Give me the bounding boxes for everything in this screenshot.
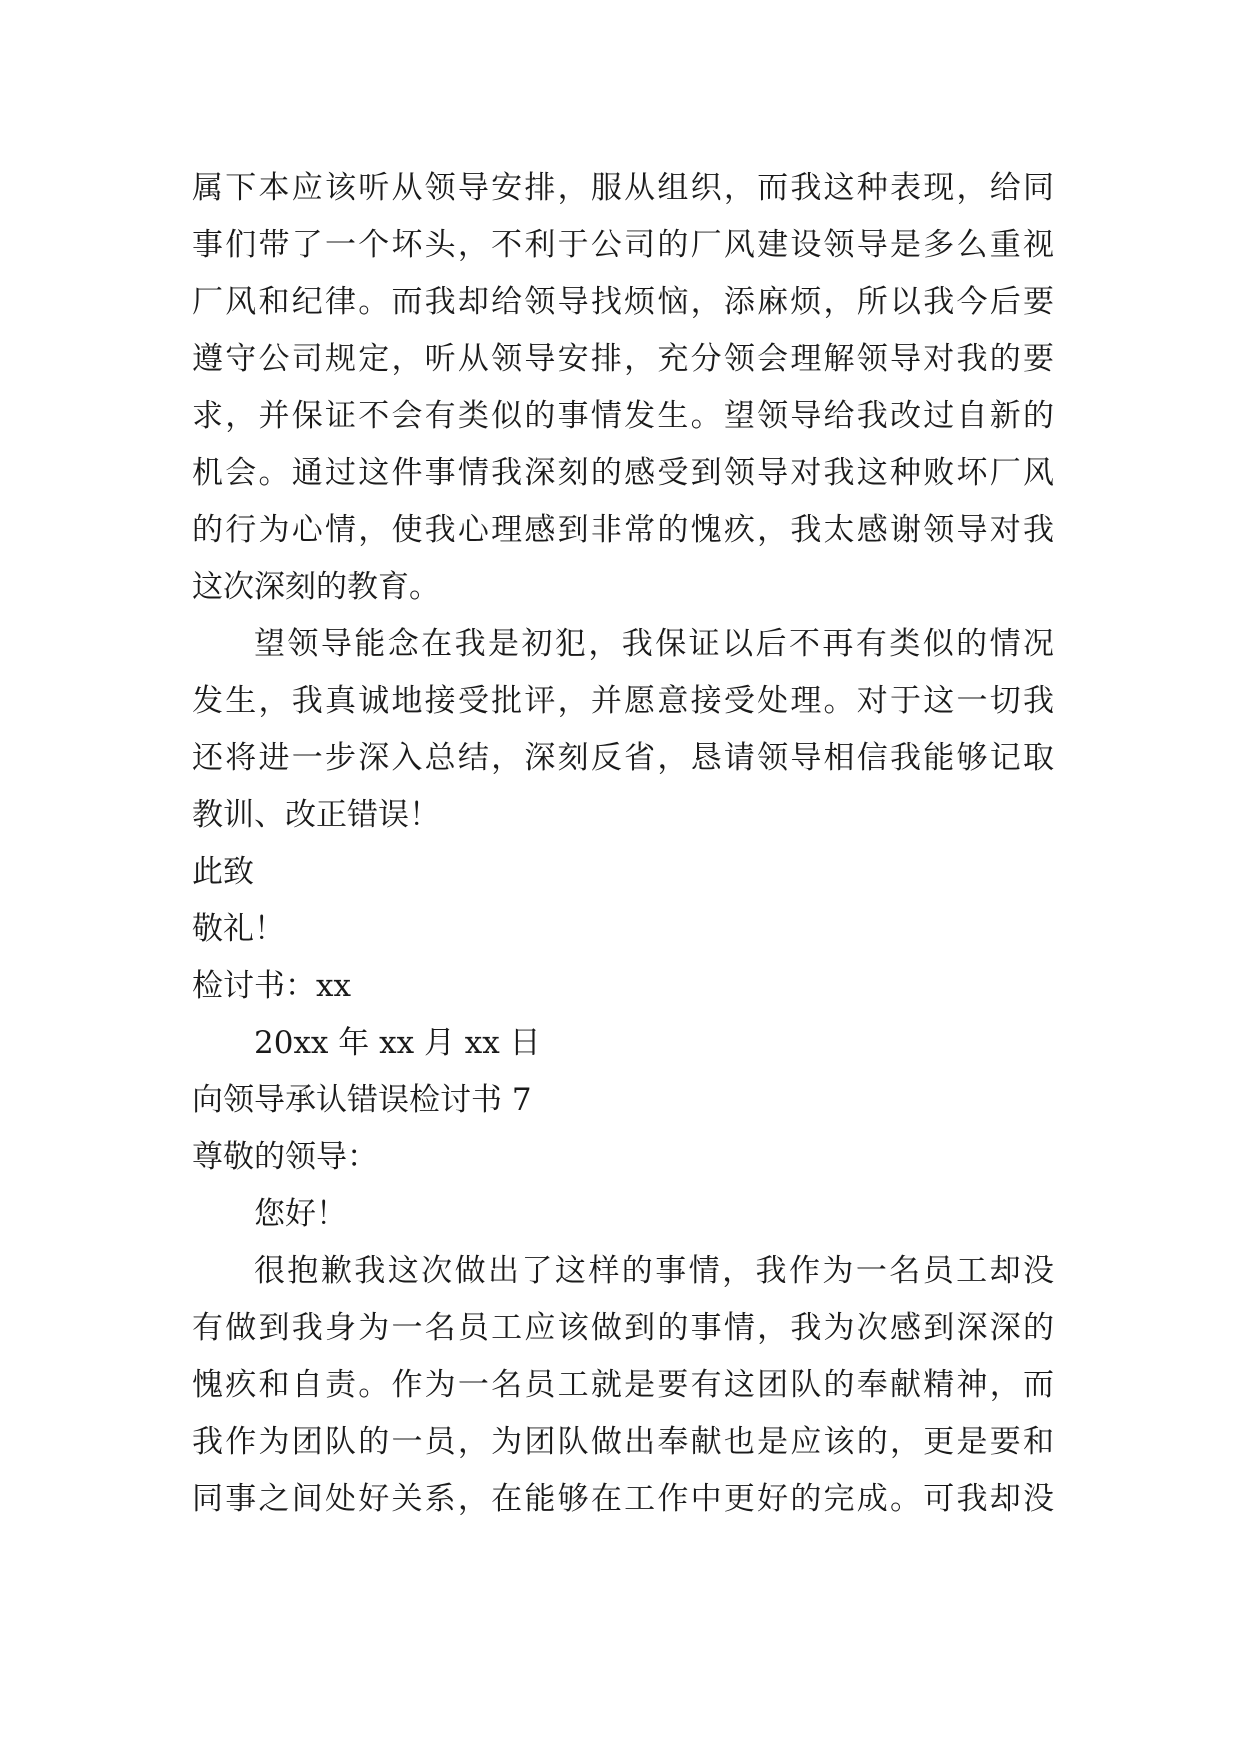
paragraph-line: 我作为团队的一员，为团队做出奉献也是应该的，更是要和 bbox=[192, 1424, 1054, 1460]
paragraph-line: 这次深刻的教育。 bbox=[192, 569, 440, 605]
paragraph-line: 很抱歉我这次做出了这样的事情，我作为一名员工却没 bbox=[254, 1253, 1054, 1289]
paragraph-line: 愧疚和自责。作为一名员工就是要有这团队的奉献精神，而 bbox=[192, 1367, 1054, 1403]
paragraph-line: 同事之间处好关系，在能够在工作中更好的完成。可我却没 bbox=[192, 1481, 1054, 1517]
signature-line: 检讨书：xx bbox=[192, 968, 351, 1004]
paragraph-line: 厂风和纪律。而我却给领导找烦恼，添麻烦，所以我今后要 bbox=[192, 284, 1054, 320]
paragraph-line: 机会。通过这件事情我深刻的感受到领导对我这种败坏厂风 bbox=[192, 455, 1054, 491]
paragraph-line: 望领导能念在我是初犯，我保证以后不再有类似的情况 bbox=[254, 626, 1054, 662]
paragraph-line: 教训、改正错误！ bbox=[192, 797, 440, 833]
paragraph-line: 的行为心情，使我心理感到非常的愧疚，我太感谢领导对我 bbox=[192, 512, 1054, 548]
closing-regards: 敬礼！ bbox=[192, 911, 285, 947]
greeting: 尊敬的领导： bbox=[192, 1139, 378, 1175]
section-title: 向领导承认错误检讨书 7 bbox=[192, 1082, 532, 1118]
paragraph-line: 求，并保证不会有类似的事情发生。望领导给我改过自新的 bbox=[192, 398, 1054, 434]
date-line: 20xx 年 xx 月 xx 日 bbox=[254, 1025, 541, 1061]
paragraph-line: 属下本应该听从领导安排，服从组织，而我这种表现，给同 bbox=[192, 170, 1054, 206]
greeting-hello: 您好！ bbox=[254, 1196, 347, 1232]
paragraph-line: 遵守公司规定，听从领导安排，充分领会理解领导对我的要 bbox=[192, 341, 1054, 377]
paragraph-line: 发生，我真诚地接受批评，并愿意接受处理。对于这一切我 bbox=[192, 683, 1054, 719]
paragraph-line: 有做到我身为一名员工应该做到的事情，我为次感到深深的 bbox=[192, 1310, 1054, 1346]
closing-salutation: 此致 bbox=[192, 854, 254, 890]
paragraph-line: 事们带了一个坏头，不利于公司的厂风建设领导是多么重视 bbox=[192, 227, 1054, 263]
paragraph-line: 还将进一步深入总结，深刻反省，恳请领导相信我能够记取 bbox=[192, 740, 1054, 776]
